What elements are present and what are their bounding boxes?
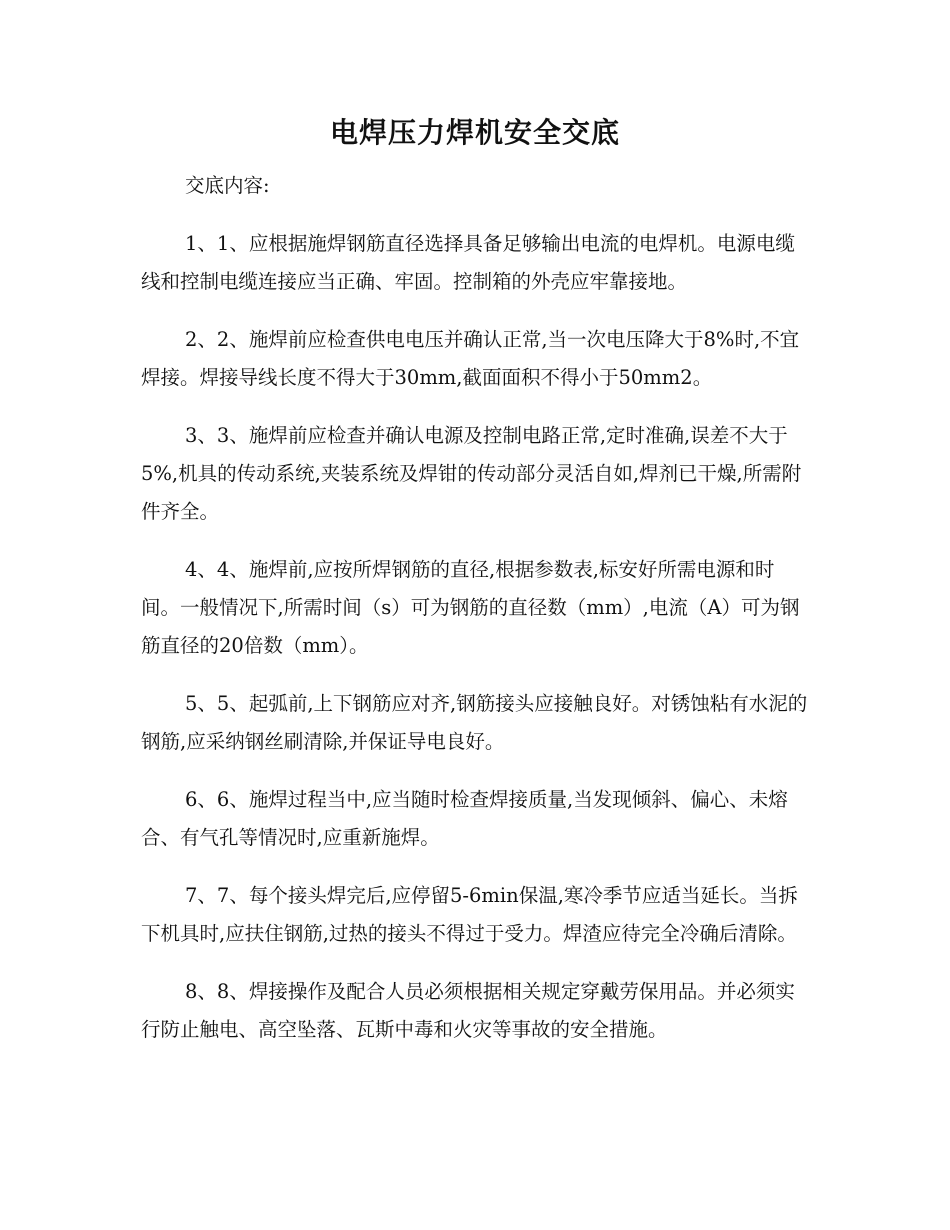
intro-label: 交底内容: (185, 174, 270, 197)
safety-item-4: 4、4、施焊前,应按所焊钢筋的直径,根据参数表,标安好所需电源和时间。一般情况下,所需时间（s）可为钢筋的直径数（mm）,电流（A）可为钢筋直径的20倍数（mm）。 (141, 558, 800, 657)
safety-item-8: 8、8、焊接操作及配合人员必须根据相关规定穿戴劳保用品。并必须实行防止触电、高空坠落、瓦斯中毒和火灾等事故的安全措施。 (141, 980, 795, 1041)
safety-item-5: 5、5、起弧前,上下钢筋应对齐,钢筋接头应接触良好。对锈蚀粘有水泥的钢筋,应采纳钢丝刷清除,并保证导电良好。 (141, 692, 808, 753)
safety-item-2: 2、2、施焊前应检查供电电压并确认正常,当一次电压降大于8%时,不宜焊接。焊接导线长度不得大于30mm,截面面积不得小于50mm2。 (141, 328, 800, 389)
safety-item-1: 1、1、应根据施焊钢筋直径选择具备足够输出电流的电焊机。电源电缆线和控制电缆连接应当正确、牢固。控制箱的外壳应牢靠接地。 (141, 232, 795, 293)
safety-item-3: 3、3、施焊前应检查并确认电源及控制电路正常,定时准确,误差不大于5%,机具的传动系统,夹装系统及焊钳的传动部分灵活自如,焊剂已干燥,所需附件齐全。 (141, 424, 802, 523)
safety-item-7: 7、7、每个接头焊完后,应停留5-6min保温,寒冷季节应适当延长。当拆下机具时,应扶住钢筋,过热的接头不得过于受力。焊渣应待完全冷确后清除。 (141, 884, 798, 945)
document-title: 电焊压力焊机安全交底 (329, 116, 620, 149)
document-body (141, 167, 813, 1069)
safety-item-6: 6、6、施焊过程当中,应当随时检查焊接质量,当发现倾斜、偏心、未熔合、有气孔等情况时,应重新施焊。 (141, 788, 788, 849)
